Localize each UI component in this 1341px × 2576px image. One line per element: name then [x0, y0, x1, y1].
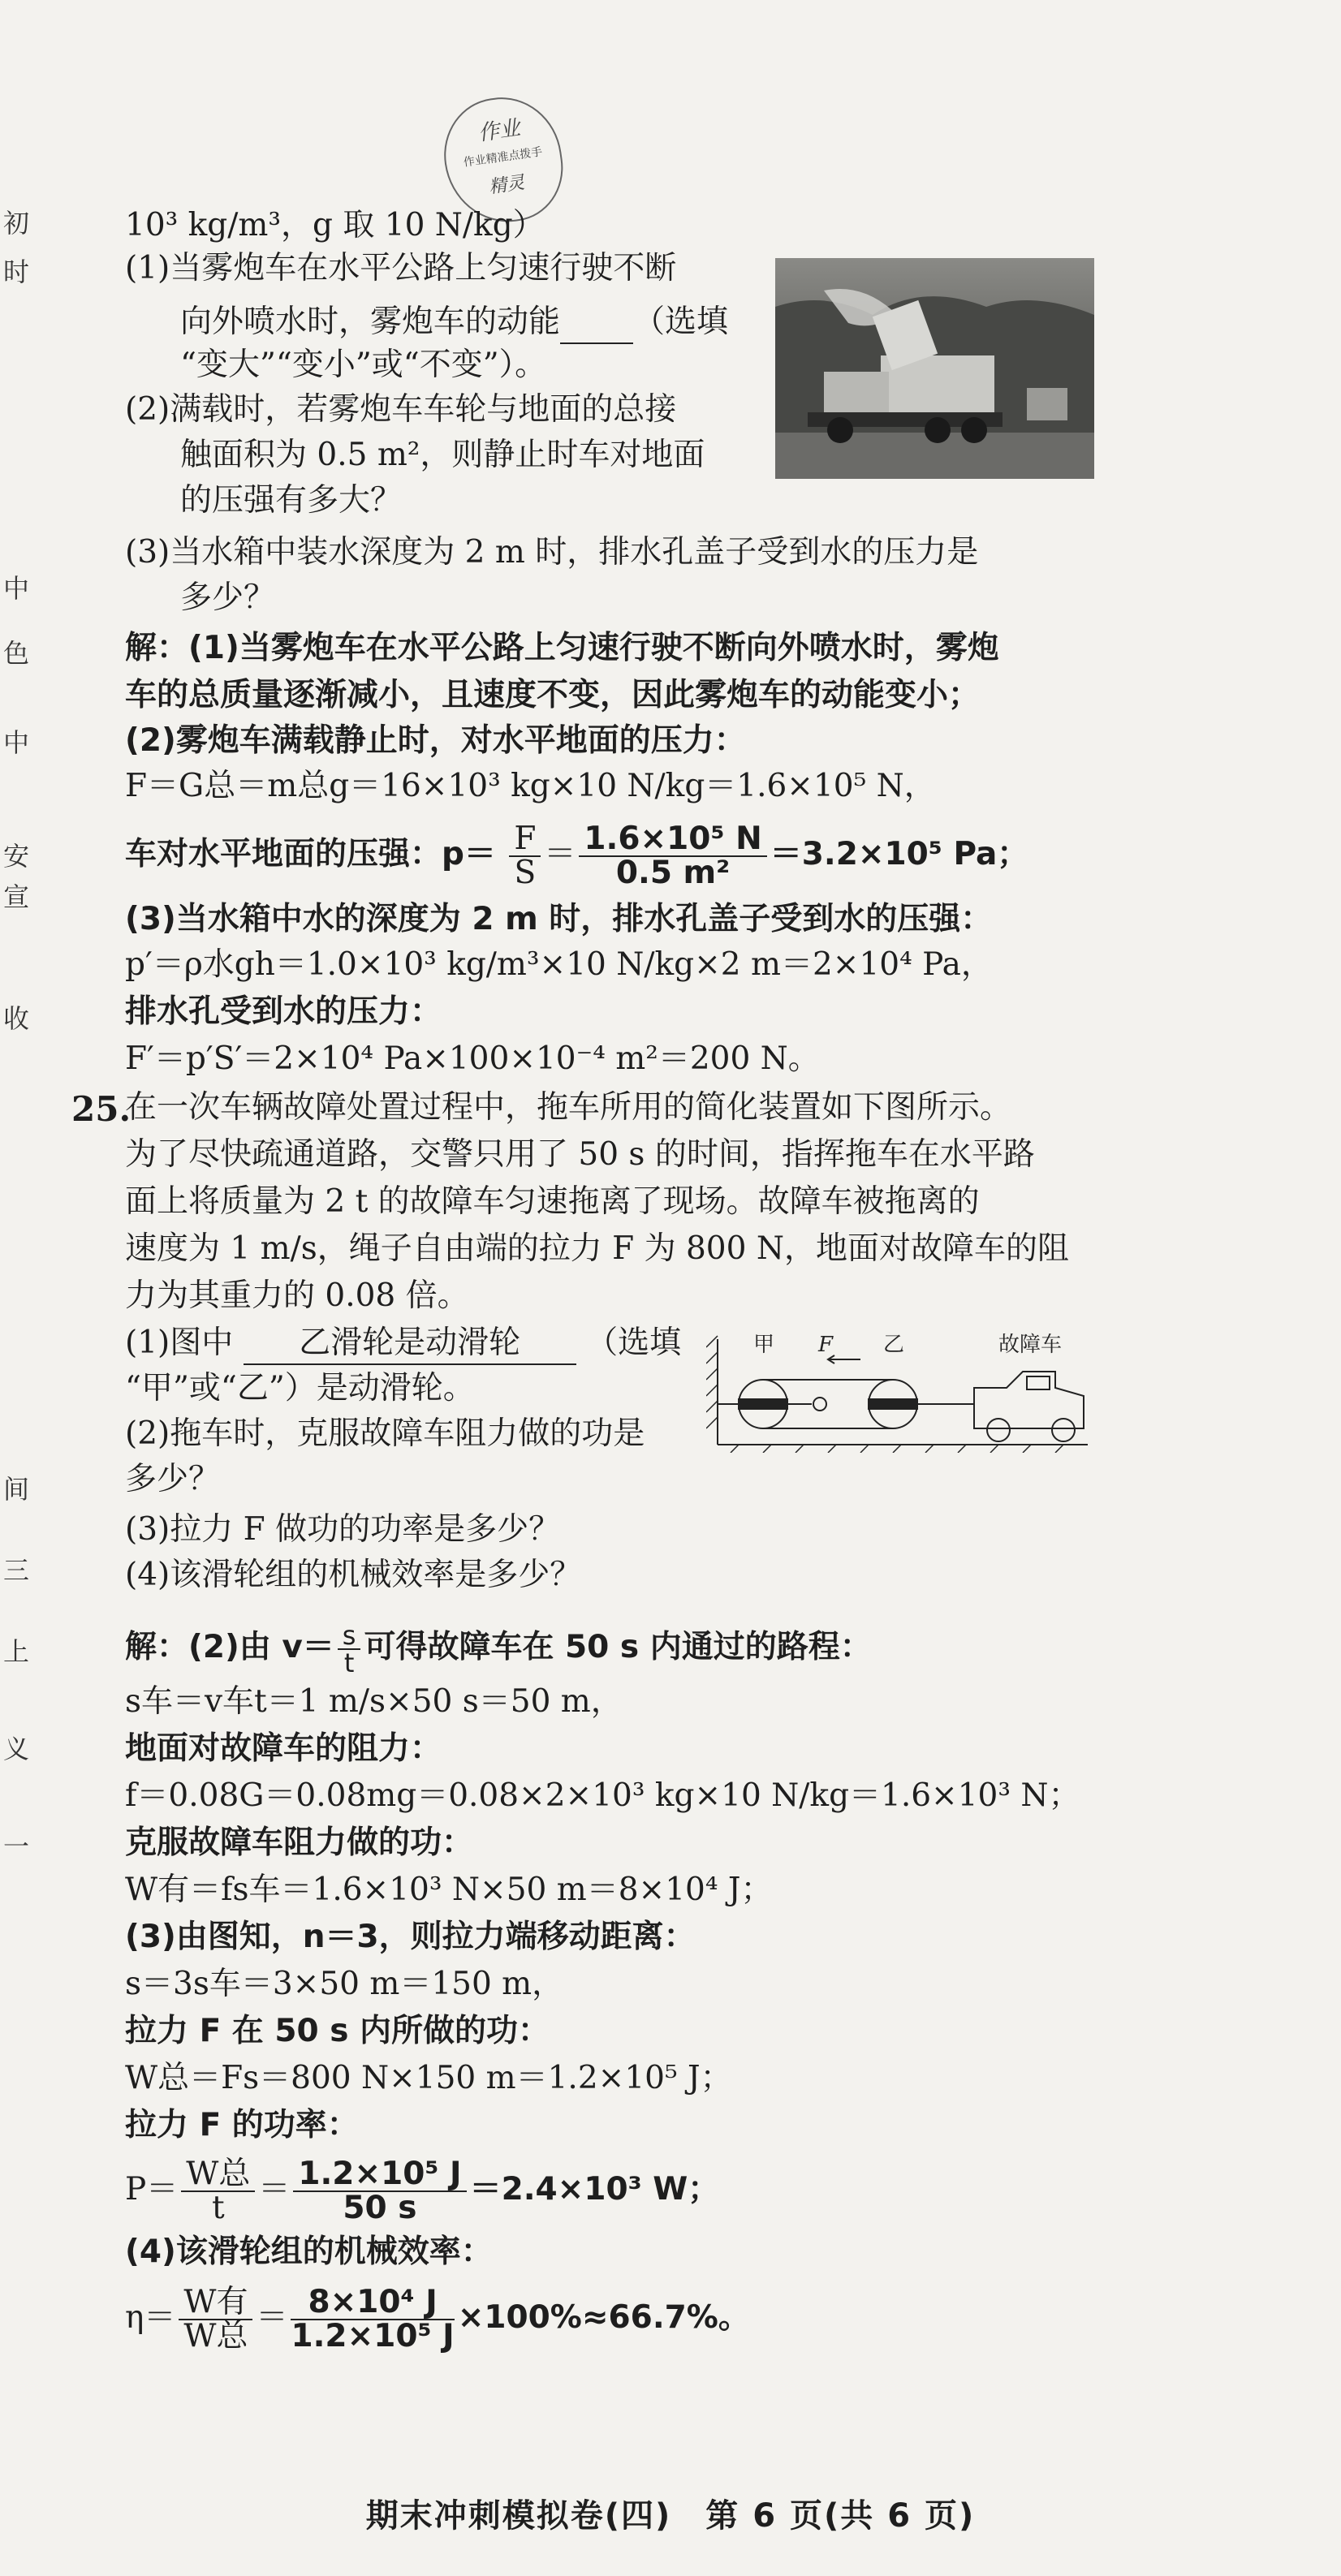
- q24-part3-line2: 多少？: [180, 579, 276, 616]
- fraction-denominator: t: [343, 1647, 355, 1678]
- label-force: F: [818, 1333, 834, 1357]
- q25-stem-line1: 在一次车辆故障处置过程中，拖车所用的简化装置如下图所示。: [125, 1089, 1012, 1126]
- fraction: [293, 2158, 466, 2225]
- q25-solution-total-work: W总＝Fs＝800 N×150 m＝1.2×10⁵ J；: [125, 2060, 732, 2096]
- q24-solution-force: F＝G总＝m总g＝16×10³ kg×10 N/kg＝1.6×10⁵ N，: [125, 768, 936, 804]
- q24-part1-line1: (1)当雾炮车在水平公路上匀速行驶不断: [125, 250, 677, 286]
- fraction: [338, 1619, 361, 1678]
- solution-intro-rest: 可得故障车在 50 s 内通过的路程：: [364, 1629, 872, 1665]
- q25-solution-work-label: 克服故障车阻力做的功：: [125, 1824, 474, 1861]
- margin-char: 上: [3, 1636, 30, 1667]
- q24-solution-line3: (2)雾炮车满载静止时，对水平地面的压力：: [125, 722, 746, 759]
- q24-part1-text: 向外喷水时，雾炮车的动能: [180, 304, 561, 340]
- q24-solution-force-result: F′＝p′S′＝2×10⁴ Pa×100×10⁻⁴ m²＝200 N。: [125, 1040, 820, 1077]
- q25-part1-line2: “甲”或“乙”）是动滑轮。: [125, 1370, 475, 1406]
- fraction-denominator: 0.5 m²: [615, 855, 731, 891]
- fraction: [579, 823, 766, 890]
- equals-sign: ＝: [544, 836, 576, 872]
- q24-part1-options: “变大”“变小”或“不变”）。: [180, 347, 547, 383]
- power-result: ＝2.4×10³ W；: [469, 2171, 720, 2208]
- q25-solution-line1: [125, 1615, 872, 1680]
- label-broken-car: 故障车: [998, 1333, 1063, 1357]
- q25-part1-line1: [125, 1323, 681, 1365]
- margin-char: 义: [3, 1734, 30, 1764]
- fraction-numerator: s: [338, 1622, 361, 1650]
- q25-solution-total-work-label: 拉力 F 在 50 s 内所做的功：: [125, 2013, 550, 2049]
- q24-solution-force-label: 排水孔受到水的压力：: [125, 993, 442, 1030]
- q25-solution-distance: s车＝v车t＝1 m/s×50 s＝50 m，: [125, 1683, 623, 1720]
- margin-char: 三: [3, 1555, 30, 1586]
- q24-part1-hint: （选填: [633, 304, 729, 340]
- fraction-numerator: F: [509, 823, 541, 857]
- fraction-denominator: 50 s: [343, 2190, 417, 2226]
- q24-solution-line2: 车的总质量逐渐减小，且速度不变，因此雾炮车的动能变小；: [125, 677, 981, 713]
- q25-stem-line5: 力为其重力的 0.08 倍。: [125, 1277, 469, 1314]
- fraction-numerator: W有: [179, 2286, 252, 2320]
- q24-solution-part3: (3)当水箱中水的深度为 2 m 时，排水孔盖子受到水的压强：: [125, 901, 993, 937]
- fog-cannon-truck-photo: [775, 258, 1094, 479]
- stamp-bottom-text: 精灵: [487, 172, 526, 198]
- stamp-top-text: 作业: [476, 115, 522, 146]
- q24-solution-water-pressure: p′＝ρ水gh＝1.0×10³ kg/m³×10 N/kg×2 m＝2×10⁴ Pa，: [125, 946, 993, 983]
- solution-intro: 解：(2)由 v＝: [125, 1629, 334, 1665]
- q24-part3-line1: (3)当水箱中装水深度为 2 m 时，排水孔盖子受到水的压力是: [125, 534, 979, 571]
- q25-part4: (4)该滑轮组的机械效率是多少？: [125, 1557, 582, 1593]
- margin-char: 收: [3, 1003, 30, 1034]
- fraction: [181, 2158, 255, 2225]
- q24-part2-line2: 触面积为 0.5 m²，则静止时车对地面: [180, 437, 705, 473]
- margin-char: 宣: [3, 881, 30, 912]
- q24-part1-line2: [180, 302, 728, 344]
- margin-char: 安: [3, 841, 30, 872]
- margin-char: 中: [3, 727, 30, 758]
- q25-stem-line4: 速度为 1 m/s，绳子自由端的拉力 F 为 800 N，地面对故障车的阻: [125, 1230, 1069, 1267]
- q25-solution-friction: f＝0.08G＝0.08mg＝0.08×2×10³ kg×10 N/kg＝1.6×10³ N；: [125, 1777, 1080, 1814]
- power-symbol: P＝: [125, 2171, 179, 2208]
- q25-solution-part3: (3)由图知，n＝3，则拉力端移动距离：: [125, 1919, 696, 1955]
- margin-char: 初: [3, 208, 30, 239]
- label-jia: 甲: [753, 1333, 775, 1357]
- q25-solution-efficiency: [125, 2279, 750, 2357]
- q25-part1-text: (1)图中: [125, 1325, 234, 1361]
- q24-solution-pressure: [125, 818, 1028, 891]
- q24-part2-line1: (2)满载时，若雾炮车车轮与地面的总接: [125, 391, 677, 428]
- pulley-diagram: [706, 1323, 1096, 1453]
- q25-stem-line3: 面上将质量为 2 t 的故障车匀速拖离了现场。故障车被拖离的: [125, 1183, 980, 1220]
- q25-solution-power-label: 拉力 F 的功率：: [125, 2107, 359, 2143]
- stamp-middle-text: 作业精准点拨手: [462, 145, 544, 170]
- pressure-label: 车对水平地面的压强：p＝: [125, 836, 496, 872]
- fraction-denominator: W总: [183, 2318, 248, 2354]
- fraction: [509, 823, 541, 890]
- q25-part2-line2: 多少？: [125, 1461, 221, 1497]
- margin-char: 色: [3, 638, 30, 669]
- q24-part2-line3: 的压强有多大？: [180, 482, 403, 519]
- margin-char: 间: [3, 1474, 30, 1505]
- page-footer: 期末冲刺模拟卷(四) 第 6 页(共 6 页): [365, 2497, 976, 2535]
- equals-sign: ＝: [256, 2299, 288, 2336]
- fraction-numerator: 8×10⁴ J: [291, 2286, 454, 2320]
- fraction-denominator: t: [211, 2190, 225, 2226]
- margin-char: 时: [3, 256, 30, 287]
- q24-unit-line: 10³ kg/m³，g 取 10 N/kg）: [125, 207, 545, 243]
- fraction: [179, 2286, 252, 2353]
- fraction-denominator: 1.2×10⁵ J: [291, 2318, 455, 2354]
- answer-blank: [560, 302, 633, 344]
- q25-solution-rope-distance: s＝3s车＝3×50 m＝150 m，: [125, 1966, 564, 2002]
- fraction-numerator: 1.6×10⁵ N: [579, 823, 766, 857]
- margin-char: 一: [3, 1831, 30, 1862]
- handwritten-answer: 乙滑轮是动滑轮: [244, 1323, 576, 1365]
- label-yi: 乙: [883, 1333, 905, 1357]
- fraction-denominator: S: [514, 855, 537, 891]
- fraction: [291, 2286, 454, 2353]
- fraction-numerator: W总: [181, 2158, 255, 2192]
- q25-part1-hint: （选填: [586, 1325, 682, 1361]
- equals-sign: ＝: [258, 2171, 291, 2208]
- q25-solution-useful-work: W有＝fs车＝1.6×10³ N×50 m＝8×10⁴ J；: [125, 1872, 773, 1908]
- question-number: 25.: [71, 1089, 132, 1129]
- fraction-numerator: 1.2×10⁵ J: [293, 2158, 466, 2192]
- binding-margin: [0, 203, 30, 2394]
- efficiency-result: ×100%≈66.7%。: [457, 2299, 750, 2336]
- pressure-result: ＝3.2×10⁵ Pa；: [770, 836, 1029, 872]
- q24-solution-line1: 解：(1)当雾炮车在水平公路上匀速行驶不断向外喷水时，雾炮: [125, 630, 999, 666]
- margin-char: 中: [3, 573, 30, 604]
- q25-stem-line2: 为了尽快疏通道路，交警只用了 50 s 的时间，指挥拖车在水平路: [125, 1136, 1035, 1173]
- q25-part2-line1: (2)拖车时，克服故障车阻力做的功是: [125, 1415, 645, 1452]
- q25-part3: (3)拉力 F 做功的功率是多少？: [125, 1511, 561, 1548]
- eta-symbol: η＝: [125, 2299, 176, 2336]
- q25-solution-power: [125, 2151, 719, 2229]
- q25-solution-efficiency-label: (4)该滑轮组的机械效率：: [125, 2234, 493, 2270]
- q25-solution-friction-label: 地面对故障车的阻力：: [125, 1730, 442, 1767]
